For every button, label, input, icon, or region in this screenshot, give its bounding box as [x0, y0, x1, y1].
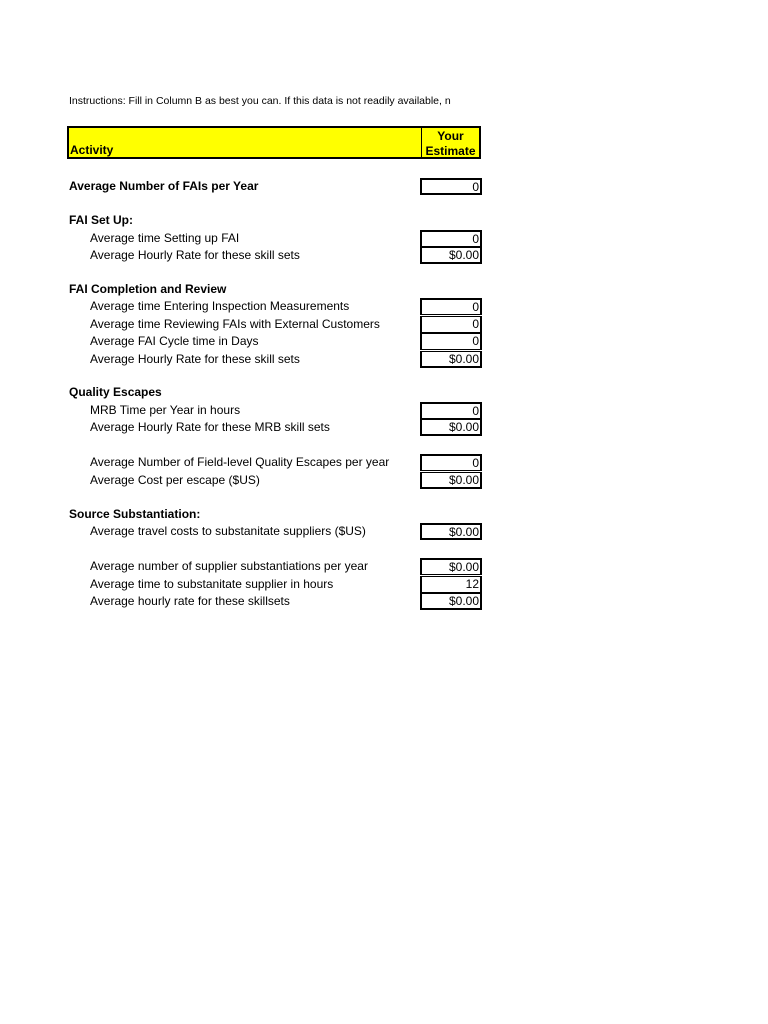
- section-source-substantiation: [0, 506, 768, 523]
- section-fai-completion: [0, 281, 768, 298]
- substantiations-per-year-row: [0, 558, 768, 575]
- estimate-header-line1: Your: [437, 129, 464, 143]
- section-quality-escapes: [0, 384, 768, 401]
- cycle-time-input[interactable]: 0: [420, 333, 482, 350]
- cost-per-escape-row: [0, 472, 768, 489]
- substantiation-time-input[interactable]: 12: [420, 576, 482, 593]
- entering-measurements-label: Average time Entering Inspection Measurements: [90, 299, 350, 313]
- field-escapes-label: Average Number of Field-level Quality Escapes per year: [90, 455, 390, 469]
- substantiation-rate-row: [0, 593, 768, 610]
- travel-costs-row: [0, 523, 768, 540]
- section-quality-escapes-title: Quality Escapes: [69, 385, 162, 399]
- estimate-header-line2: Estimate: [425, 144, 476, 158]
- setup-time-row: [0, 230, 768, 247]
- substantiations-per-year-label: Average number of supplier substantiations per year: [90, 559, 368, 573]
- fais-per-year-row: [0, 178, 768, 195]
- cost-per-escape-label: Average Cost per escape ($US): [90, 473, 260, 487]
- mrb-time-label: MRB Time per Year in hours: [90, 403, 241, 417]
- cost-per-escape-input[interactable]: $0.00: [420, 472, 482, 489]
- mrb-rate-row: [0, 419, 768, 436]
- mrb-time-row: [0, 402, 768, 419]
- fais-per-year-label: Average Number of FAIs per Year: [69, 179, 259, 193]
- travel-costs-input[interactable]: $0.00: [420, 523, 482, 540]
- completion-rate-input[interactable]: $0.00: [420, 351, 482, 368]
- substantiation-rate-input[interactable]: $0.00: [420, 593, 482, 610]
- instructions-text: Instructions: Fill in Column B as best you can. If this data is not readily available, n: [69, 95, 451, 107]
- section-fai-completion-title: FAI Completion and Review: [69, 282, 227, 296]
- substantiation-time-label: Average time to substanitate supplier in hours: [90, 577, 334, 591]
- cycle-time-label: Average FAI Cycle time in Days: [90, 334, 259, 348]
- entering-measurements-row: [0, 298, 768, 315]
- travel-costs-label: Average travel costs to substanitate suppliers ($US): [90, 524, 366, 538]
- completion-rate-row: [0, 351, 768, 368]
- mrb-time-input[interactable]: 0: [420, 402, 482, 419]
- table-header: [67, 126, 481, 159]
- completion-rate-label: Average Hourly Rate for these skill sets: [90, 352, 300, 366]
- substantiation-rate-label: Average hourly rate for these skillsets: [90, 594, 290, 608]
- setup-time-input[interactable]: 0: [420, 230, 482, 247]
- substantiations-per-year-input[interactable]: $0.00: [420, 558, 482, 575]
- setup-rate-row: [0, 247, 768, 264]
- field-escapes-row: [0, 454, 768, 471]
- fais-per-year-input[interactable]: 0: [420, 178, 482, 195]
- setup-rate-label: Average Hourly Rate for these skill sets: [90, 248, 300, 262]
- section-fai-setup: [0, 212, 768, 229]
- setup-rate-input[interactable]: $0.00: [420, 247, 482, 264]
- estimate-column-header: [422, 129, 479, 159]
- reviewing-fais-label: Average time Reviewing FAIs with External Customers: [90, 317, 380, 331]
- section-source-substantiation-title: Source Substantiation:: [69, 507, 201, 521]
- cycle-time-row: [0, 333, 768, 350]
- section-fai-setup-title: FAI Set Up:: [69, 213, 134, 227]
- field-escapes-input[interactable]: 0: [420, 454, 482, 471]
- reviewing-fais-input[interactable]: 0: [420, 316, 482, 333]
- mrb-rate-label: Average Hourly Rate for these MRB skill sets: [90, 420, 330, 434]
- entering-measurements-input[interactable]: 0: [420, 298, 482, 315]
- activity-column-header: Activity: [70, 143, 114, 157]
- substantiation-time-row: [0, 576, 768, 593]
- mrb-rate-input[interactable]: $0.00: [420, 419, 482, 436]
- setup-time-label: Average time Setting up FAI: [90, 231, 240, 245]
- reviewing-fais-row: [0, 316, 768, 333]
